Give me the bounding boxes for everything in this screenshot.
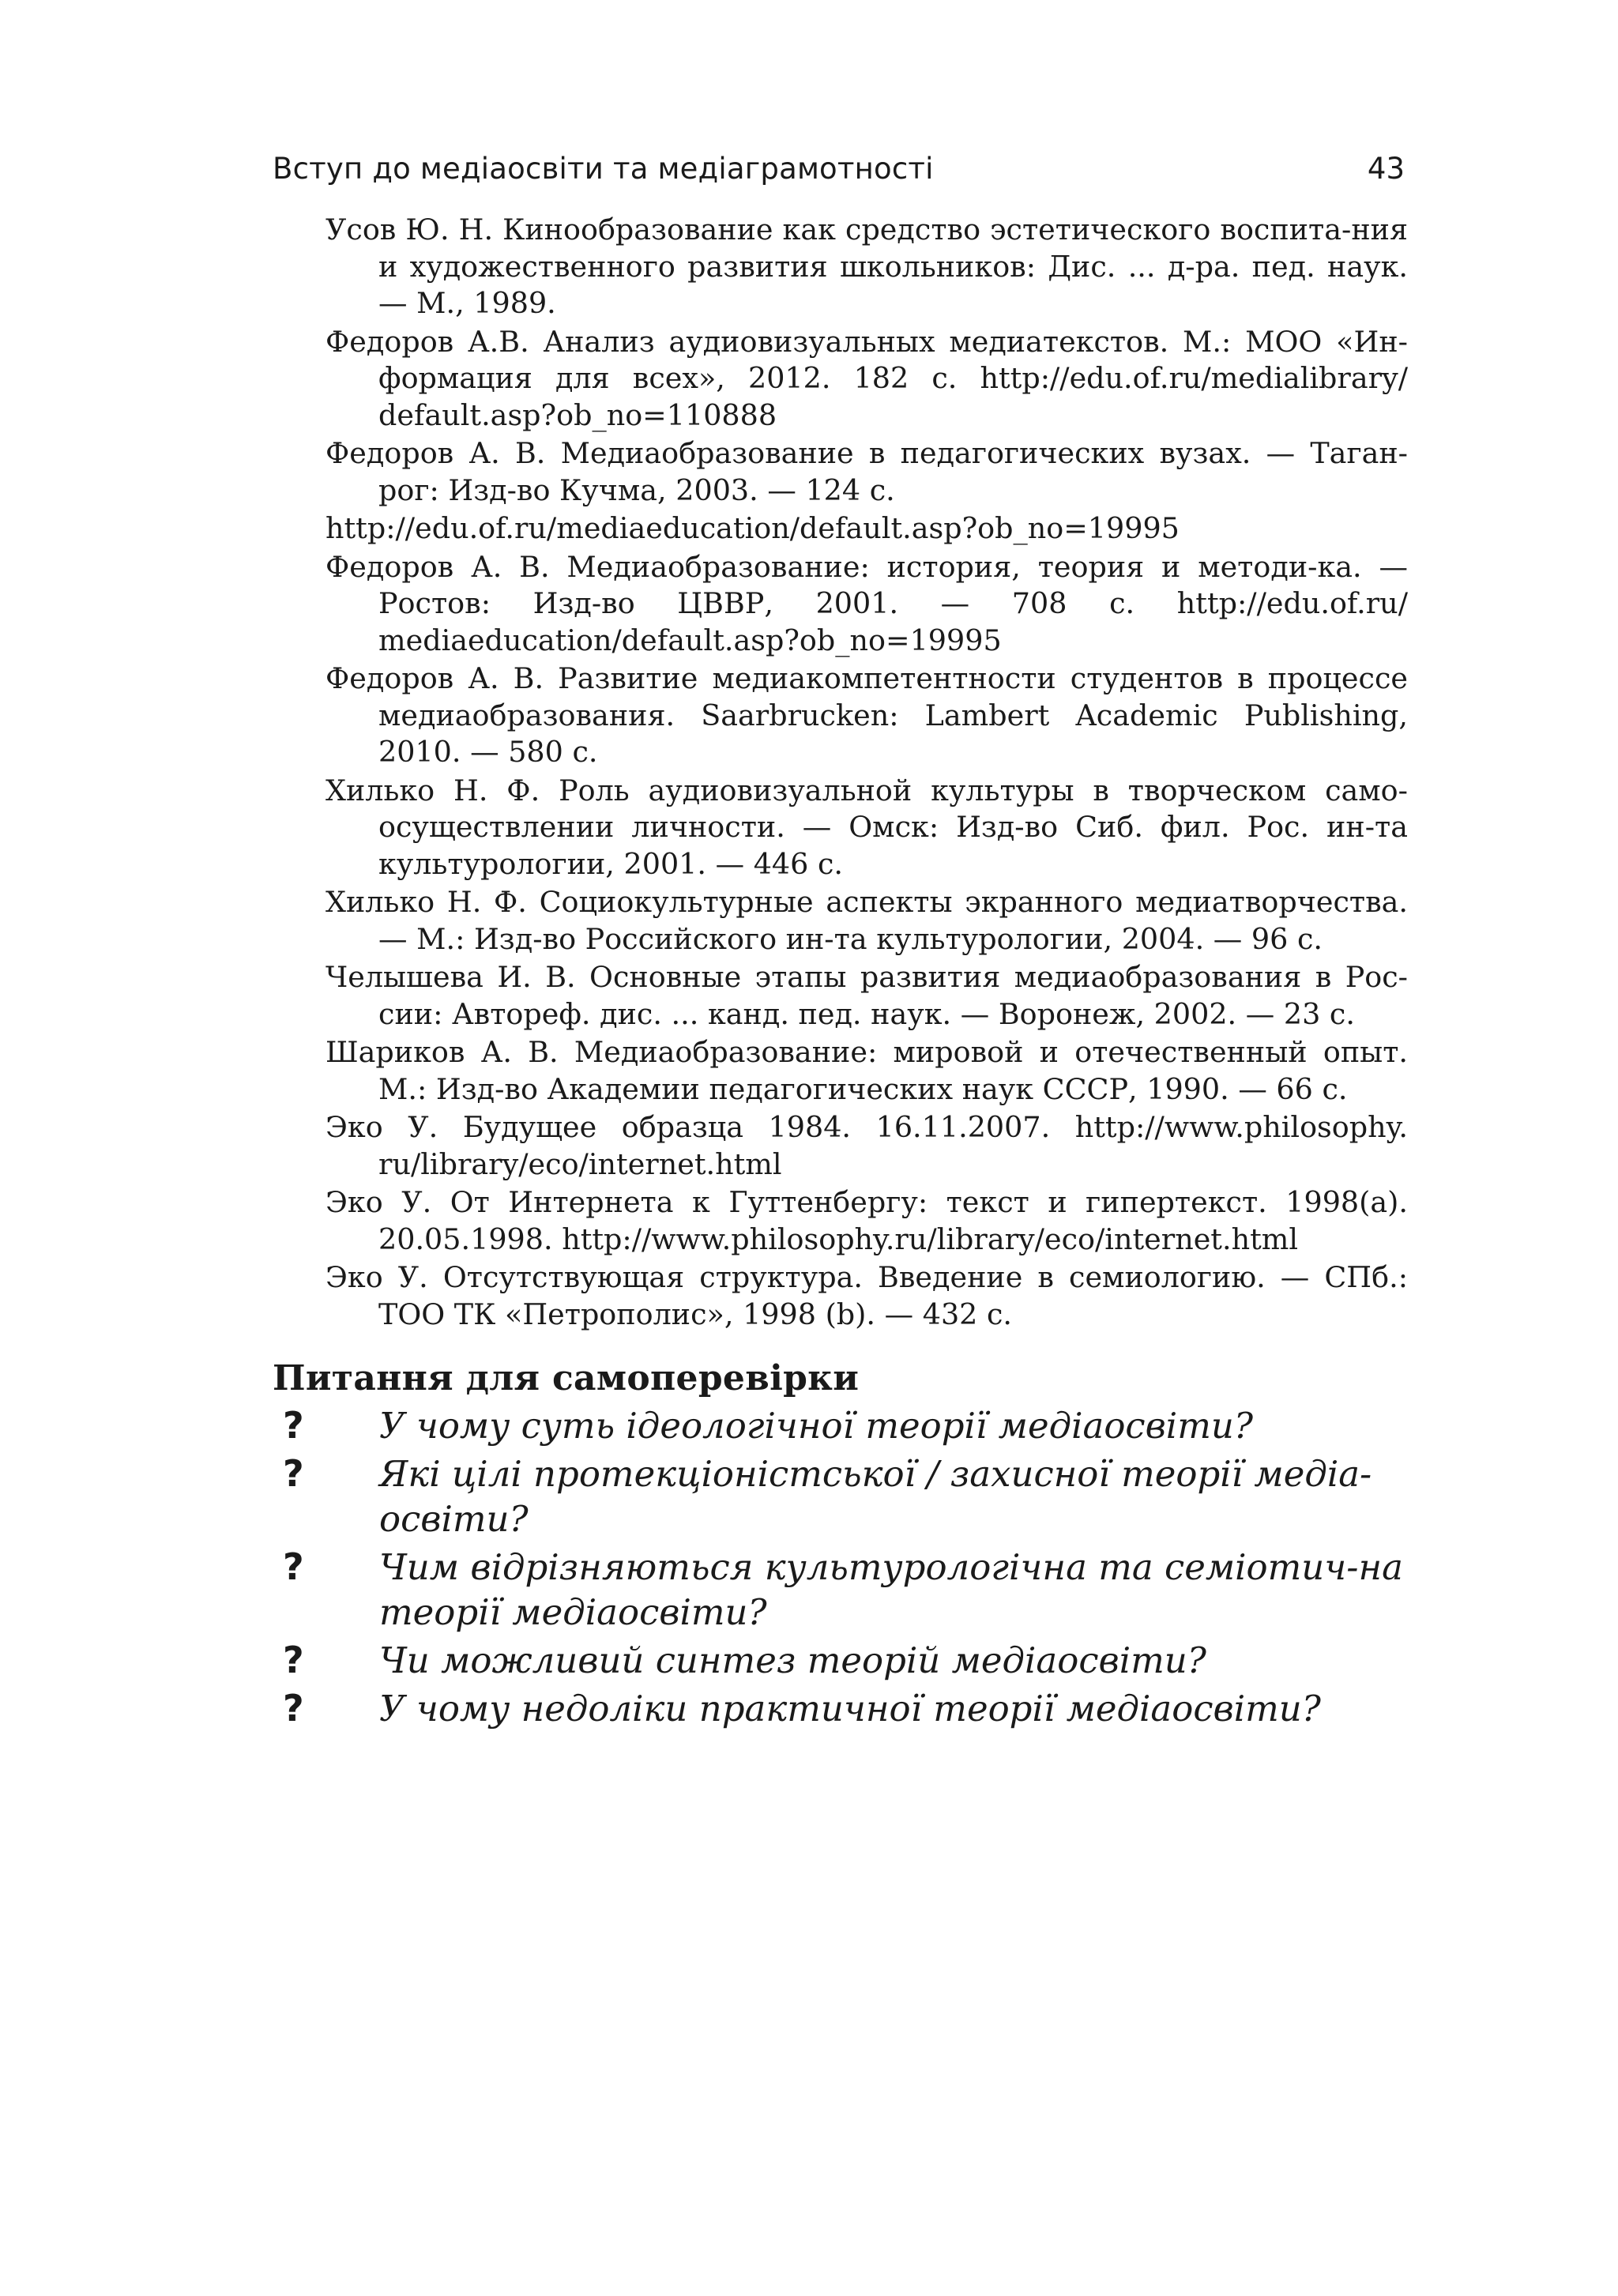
question-item — [273, 1638, 1406, 1683]
question-text: У чому недоліки практичної теорії медіаосвіти? — [379, 1688, 1321, 1730]
question-mark-icon: ? — [283, 1639, 304, 1681]
question-mark-icon: ? — [283, 1404, 304, 1447]
question-text: Чим відрізняються культурологічна та семіотич-на теорії медіаосвіти? — [379, 1546, 1403, 1633]
running-header — [273, 147, 1405, 191]
running-header-title: Вступ до медіаосвіти та медіаграмотності — [273, 152, 934, 186]
reference-item: Усов Ю. Н. Кинообразование как средство эстетического воспита-ния и художественного развития школьников: Дис. ... д-ра. пед. наук. — М., 1989. — [325, 213, 1408, 320]
reference-item: Эко У. От Интернета к Гуттенбергу: текст и гипертекст. 1998(a). 20.05.1998. http://www.philosophy.ru/library/eco/internet.html — [325, 1185, 1408, 1256]
reference-item: Эко У. Будущее образца 1984. 16.11.2007. http://www.philosophy. ru/library/eco/internet.html — [325, 1110, 1408, 1181]
question-text: Які цілі протекціоністської / захисної теорії медіа-освіти? — [379, 1453, 1372, 1540]
page-number: 43 — [1367, 152, 1405, 186]
question-mark-icon: ? — [283, 1452, 304, 1495]
question-mark-icon: ? — [283, 1545, 304, 1588]
reference-item: Эко У. Отсутствующая структура. Введение в семиологию. — СПб.: ТОО ТК «Петрополис», 1998 (b). — 432 с. — [325, 1260, 1408, 1331]
question-list — [273, 1403, 1406, 1734]
question-text: У чому суть ідеологічної теорії медіаосвіти? — [379, 1405, 1253, 1447]
question-mark-icon: ? — [283, 1687, 304, 1730]
reference-list — [325, 212, 1408, 1333]
reference-item: Федоров А. В. Медиаобразование: история, теория и методи-ка. — Ростов: Изд-во ЦВВР, 2001. — 708 с. http://edu.of.ru/ mediaeducation/default.asp?ob_no=19995 — [325, 549, 1408, 657]
question-item — [273, 1403, 1406, 1448]
reference-item: Хилько Н. Ф. Социокультурные аспекты экранного медиатворчества. — М.: Изд-во Российского ин-та культурологии, 2004. — 96 с. — [325, 885, 1408, 956]
reference-item: Федоров А.В. Анализ аудиовизуальных медиатекстов. М.: МОО «Ин-формация для всех», 2012. 182 с. http://edu.of.ru/medialibrary/ default.asp?ob_no=110888 — [325, 324, 1408, 432]
reference-item: http://edu.of.ru/mediaeducation/default.asp?ob_no=19995 — [325, 511, 1180, 545]
question-item — [273, 1545, 1406, 1635]
reference-item: Шариков А. В. Медиаобразование: мировой и отечественный опыт. М.: Изд-во Академии педагогических наук СССР, 1990. — 66 с. — [325, 1035, 1408, 1106]
question-item — [273, 1686, 1406, 1731]
reference-item: Федоров А. В. Развитие медиакомпетентности студентов в процессе медиаобразования. Saarbrucken: Lambert Academic Publishing, 2010. — 580 с. — [325, 661, 1408, 769]
questions-heading: Питання для самоперевірки — [273, 1358, 860, 1398]
reference-item: Хилько Н. Ф. Роль аудиовизуальной культуры в творческом само-осуществлении личности. — Омск: Изд-во Сиб. фил. Рос. ин-та культурологии, 2001. — 446 с. — [325, 773, 1408, 881]
question-item — [273, 1451, 1406, 1541]
reference-item: Федоров А. В. Медиаобразование в педагогических вузах. — Таган-рог: Изд-во Кучма, 2003. — 124 с. — [325, 436, 1408, 507]
question-text: Чи можливий синтез теорій медіаосвіти? — [379, 1639, 1206, 1681]
reference-item: Челышева И. В. Основные этапы развития медиаобразования в Рос-сии: Автореф. дис. ... канд. пед. наук. — Воронеж, 2002. — 23 с. — [325, 960, 1408, 1031]
